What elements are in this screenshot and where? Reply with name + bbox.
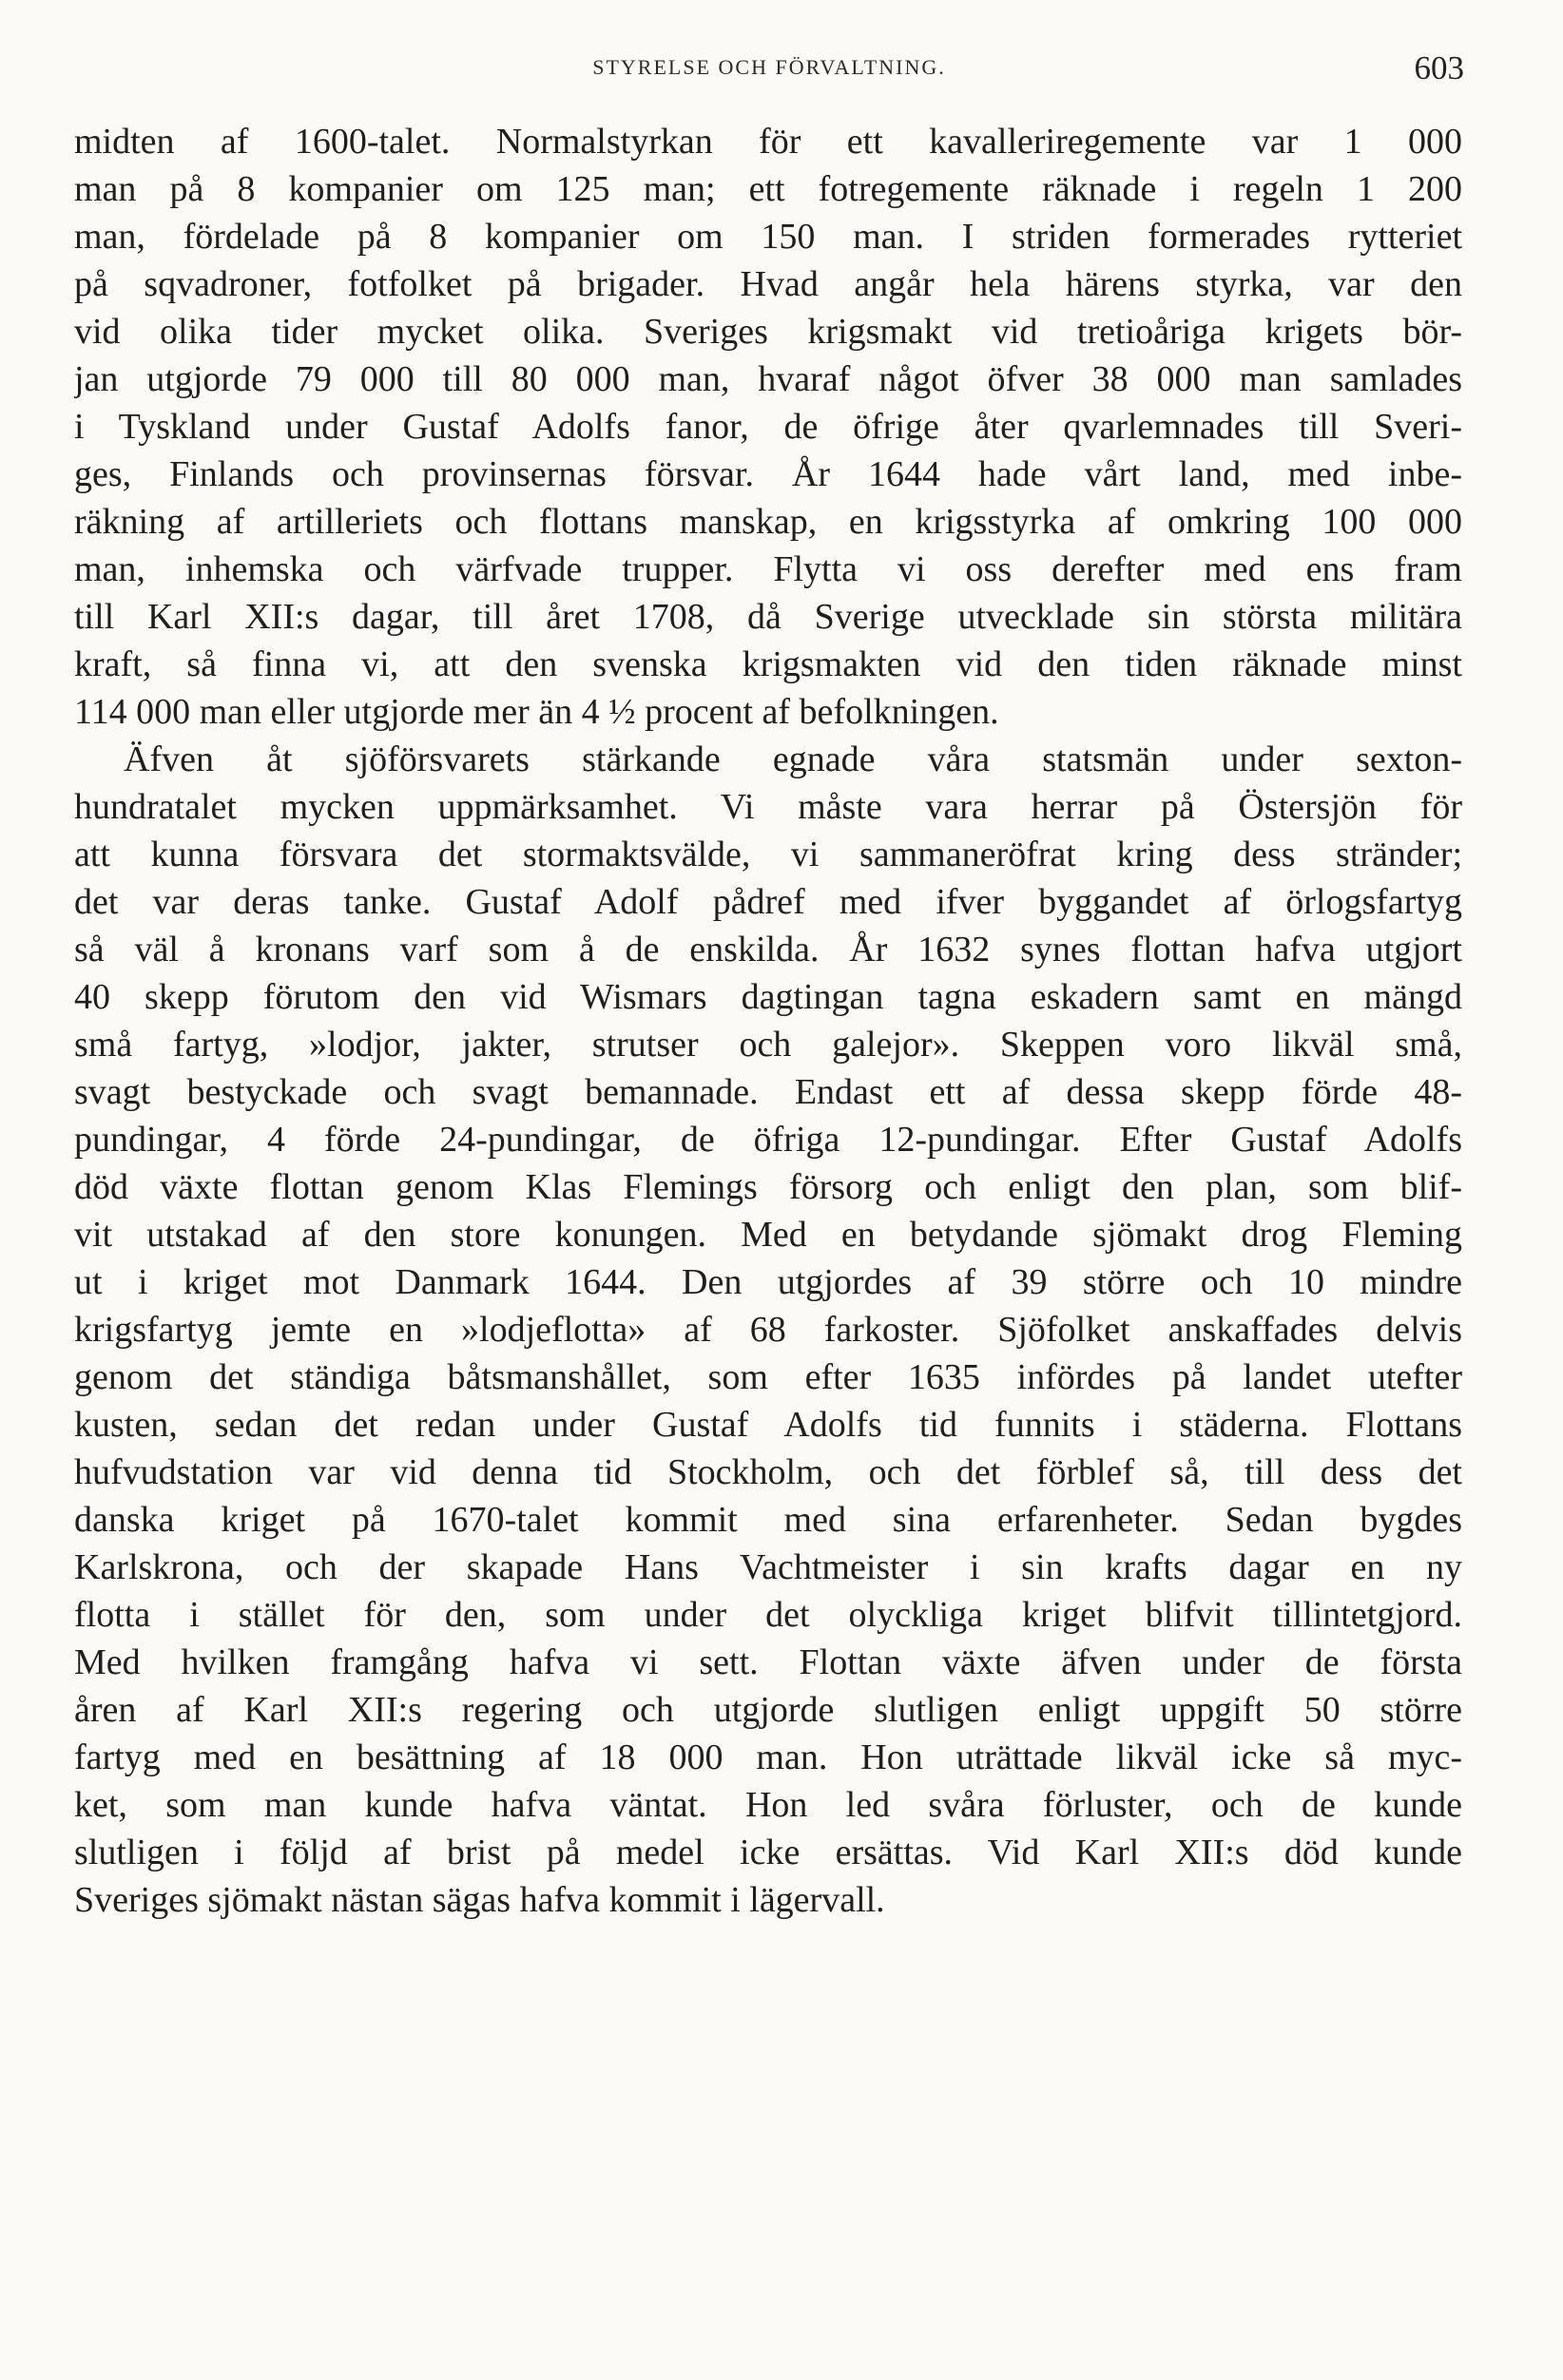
text-line: jan utgjorde 79 000 till 80 000 man, hvaraf något öfver 38 000 man samlades — [74, 359, 1462, 399]
text-line: i Tyskland under Gustaf Adolfs fanor, de öfrige åter qvarlemnades till Sveri- — [74, 407, 1462, 447]
text-line: fartyg med en besättning af 18 000 man. Hon uträttade likväl icke så myc- — [74, 1737, 1462, 1777]
text-line: räkning af artilleriets och flottans manskap, en krigsstyrka af omkring 100 000 — [74, 502, 1462, 542]
text-line: slutligen i följd af brist på medel icke ersättas. Vid Karl XII:s död kunde — [74, 1833, 1462, 1872]
running-head: STYRELSE OCH FÖRVALTNING. — [592, 55, 946, 79]
text-line: krigsfartyg jemte en »lodjeflotta» af 68 farkoster. Sjöfolket anskaffades delvis — [74, 1310, 1462, 1350]
text-line: till Karl XII:s dagar, till året 1708, då Sverige utvecklade sin största militära — [74, 597, 1462, 637]
text-line: genom det ständiga båtsmanshållet, som efter 1635 infördes på landet utefter — [74, 1357, 1462, 1397]
text-line: flotta i stället för den, som under det olyckliga kriget blifvit tillintetgjord. — [74, 1595, 1462, 1635]
text-line: man, fördelade på 8 kompanier om 150 man. I striden formerades rytteriet — [74, 217, 1462, 257]
text-line: 40 skepp förutom den vid Wismars dagtingan tagna eskadern samt en mängd — [74, 977, 1462, 1017]
page-header — [74, 49, 1464, 97]
text-line: midten af 1600-talet. Normalstyrkan för ett kavalleriregemente var 1 000 — [74, 122, 1462, 162]
text-line: danska kriget på 1670-talet kommit med sina erfarenheter. Sedan bygdes — [74, 1500, 1462, 1540]
text-line: man på 8 kompanier om 125 man; ett fotregemente räknade i regeln 1 200 — [74, 169, 1462, 209]
text-line: ket, som man kunde hafva väntat. Hon led svåra förluster, och de kunde — [74, 1785, 1462, 1825]
body-text — [74, 118, 1462, 1924]
text-line: pundingar, 4 förde 24-pundingar, de öfriga 12-pundingar. Efter Gustaf Adolfs — [74, 1120, 1462, 1160]
page-number: 603 — [1414, 49, 1464, 86]
text-line: Karlskrona, och der skapade Hans Vachtmeister i sin krafts dagar en ny — [74, 1547, 1462, 1587]
paragraph-start-line: Äfven åt sjöförsvarets stärkande egnade våra statsmän under sexton- — [124, 739, 1462, 779]
text-line: ut i kriget mot Danmark 1644. Den utgjordes af 39 större och 10 mindre — [74, 1262, 1462, 1302]
text-line: åren af Karl XII:s regering och utgjorde slutligen enligt uppgift 50 större — [74, 1690, 1462, 1730]
text-line: hundratalet mycken uppmärksamhet. Vi måste vara herrar på Östersjön för — [74, 787, 1462, 827]
text-line: man, inhemska och värfvade trupper. Flytta vi oss derefter med ens fram — [74, 549, 1462, 589]
text-line: Med hvilken framgång hafva vi sett. Flottan växte äfven under de första — [74, 1642, 1462, 1682]
paragraph-end-line: 114 000 man eller utgjorde mer än 4 ½ procent af befolkningen. — [74, 692, 999, 732]
text-line: små fartyg, »lodjor, jakter, strutser och galejor». Skeppen voro likväl små, — [74, 1025, 1462, 1065]
text-line: hufvudstation var vid denna tid Stockholm, och det förblef så, till dess det — [74, 1452, 1462, 1492]
text-line: svagt bestyckade och svagt bemannade. Endast ett af dessa skepp förde 48- — [74, 1072, 1462, 1112]
text-line: vid olika tider mycket olika. Sveriges krigsmakt vid tretioåriga krigets bör- — [74, 312, 1462, 352]
text-line: så väl å kronans varf som å de enskilda. År 1632 synes flottan hafva utgjort — [74, 930, 1462, 969]
text-line: kraft, så finna vi, att den svenska krigsmakten vid den tiden räknade minst — [74, 644, 1462, 684]
text-line: ges, Finlands och provinsernas försvar. År 1644 hade vårt land, med inbe- — [74, 454, 1462, 494]
text-line: det var deras tanke. Gustaf Adolf pådref med ifver byggandet af örlogsfartyg — [74, 882, 1462, 922]
text-line: att kunna försvara det stormaktsvälde, vi sammaneröfrat kring dess stränder; — [74, 835, 1462, 874]
text-line: kusten, sedan det redan under Gustaf Adolfs tid funnits i städerna. Flottans — [74, 1405, 1462, 1445]
paragraph-end-line: Sveriges sjömakt nästan sägas hafva kommit i lägervall. — [74, 1880, 885, 1920]
text-line: vit utstakad af den store konungen. Med en betydande sjömakt drog Fleming — [74, 1215, 1462, 1255]
text-line: död växte flottan genom Klas Flemings försorg och enligt den plan, som blif- — [74, 1167, 1462, 1207]
text-line: på sqvadroner, fotfolket på brigader. Hvad angår hela härens styrka, var den — [74, 264, 1462, 304]
